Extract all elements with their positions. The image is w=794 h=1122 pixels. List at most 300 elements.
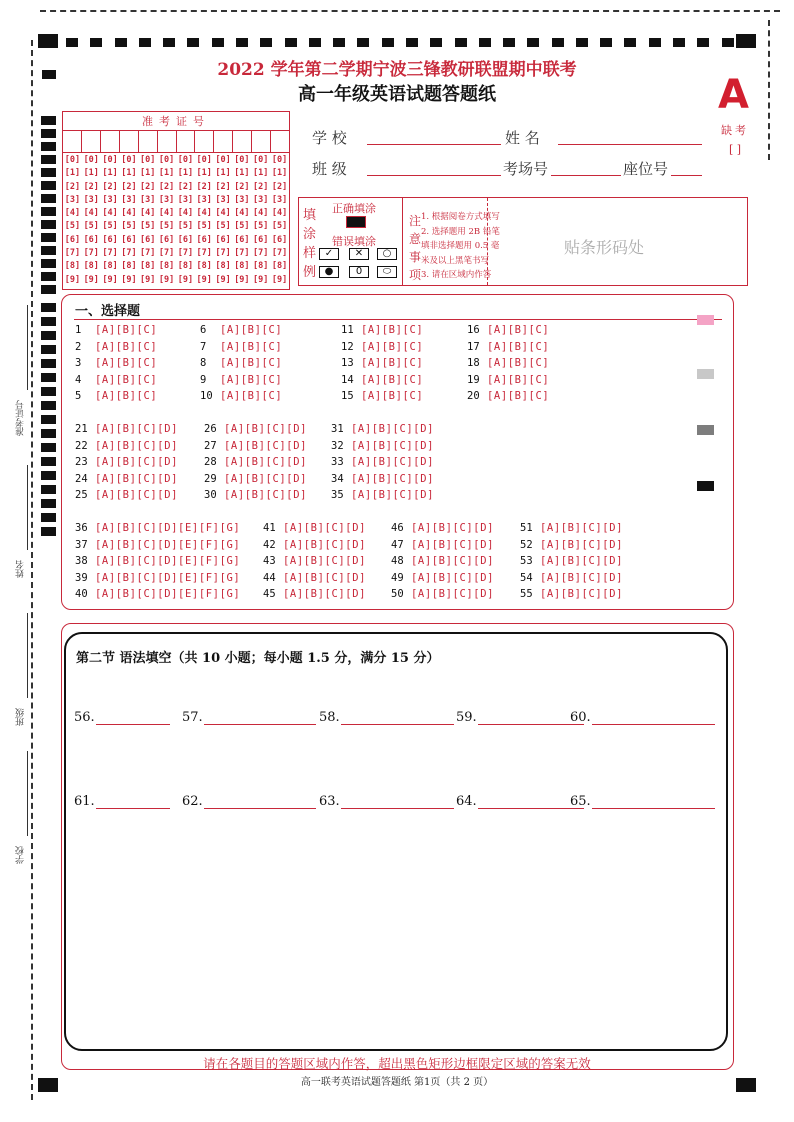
answer-options[interactable]: [A][B][C][D][E][F][G] — [95, 588, 241, 600]
answer-options[interactable]: [A][B][C][D] — [351, 439, 435, 452]
answer-options[interactable]: [A][B][C][D] — [283, 555, 367, 567]
question-item[interactable] — [263, 588, 366, 600]
answer-options[interactable]: [A][B][C][D] — [540, 522, 624, 534]
answer-area-warning: 请在各题目的答题区域内作答，超出黑色矩形边框限定区域的答案无效 — [203, 1056, 591, 1071]
answer-options[interactable]: [A][B][C][D] — [224, 456, 308, 468]
answer-options[interactable]: [A][B][C][D] — [95, 423, 179, 435]
admission-bubble[interactable]: [1] — [215, 168, 231, 179]
question-item[interactable] — [341, 341, 423, 353]
admission-bubble[interactable]: [2] — [158, 181, 175, 192]
question-item[interactable] — [75, 374, 157, 386]
admission-bubble[interactable]: [9] — [64, 274, 81, 285]
blank-line[interactable] — [478, 711, 584, 725]
admission-bubble[interactable]: [4] — [177, 208, 194, 219]
question-item[interactable] — [391, 555, 494, 567]
answer-options[interactable]: [A][B][C][D][E][F][G] — [95, 555, 241, 567]
question-item[interactable] — [75, 440, 178, 452]
blank-number: 57. — [182, 710, 203, 725]
admission-bubble[interactable]: [0] — [271, 155, 288, 165]
timing-mark — [479, 38, 491, 47]
question-item[interactable] — [341, 390, 423, 402]
grammar-blank[interactable] — [456, 710, 584, 725]
admission-bubble[interactable]: [5] — [102, 221, 118, 232]
admission-bubble[interactable]: [7] — [196, 248, 212, 259]
question-item[interactable] — [75, 539, 240, 551]
question-item[interactable] — [341, 324, 423, 336]
question-number: 29 — [204, 472, 217, 485]
question-item[interactable] — [341, 374, 423, 386]
question-item[interactable] — [331, 456, 434, 468]
admission-bubble[interactable]: [9] — [102, 274, 118, 285]
school-field[interactable] — [367, 144, 501, 145]
admission-bubble[interactable]: [9] — [253, 274, 269, 285]
answer-options[interactable]: [A][B][C][D] — [224, 472, 308, 485]
admission-bubble[interactable]: [9] — [177, 274, 194, 285]
blank-line[interactable] — [478, 795, 584, 809]
question-item[interactable] — [204, 473, 307, 485]
blank-line[interactable] — [341, 795, 454, 809]
admission-bubble[interactable]: [3] — [121, 194, 137, 205]
question-item[interactable] — [467, 357, 549, 369]
admission-bubble[interactable]: [9] — [83, 274, 99, 285]
answer-options[interactable]: [A][B][C] — [487, 390, 550, 402]
admission-bubble[interactable]: [0] — [215, 155, 231, 165]
admission-digit-box[interactable] — [101, 131, 120, 152]
admission-bubble[interactable]: [5] — [64, 221, 81, 232]
admission-bubble[interactable]: [4] — [196, 208, 212, 219]
answer-options[interactable]: [A][B][C][D] — [351, 423, 435, 435]
question-item[interactable] — [75, 357, 157, 369]
answer-options[interactable]: [A][B][C] — [95, 373, 158, 386]
admission-bubble[interactable]: [6] — [102, 234, 118, 245]
question-number: 2 — [75, 340, 82, 353]
question-item[interactable] — [520, 572, 623, 584]
question-number: 15 — [341, 390, 354, 402]
timing-mark — [163, 38, 175, 47]
answer-options[interactable]: [A][B][C][D] — [224, 439, 308, 452]
admission-bubble[interactable]: [5] — [196, 221, 212, 232]
admission-bubble[interactable]: [0] — [253, 155, 269, 165]
admission-bubble[interactable]: [5] — [271, 221, 288, 232]
answer-options[interactable]: [A][B][C][D] — [540, 571, 624, 584]
admission-bubble[interactable]: [1] — [121, 168, 137, 179]
admission-bubble[interactable]: [3] — [196, 194, 212, 205]
timing-mark — [41, 387, 56, 396]
admission-bubble[interactable]: [1] — [83, 168, 99, 179]
admission-bubble[interactable]: [6] — [253, 234, 269, 245]
question-item[interactable] — [75, 588, 240, 600]
question-item[interactable] — [331, 489, 434, 501]
answer-options[interactable]: [A][B][C][D] — [283, 571, 367, 584]
admission-bubble[interactable]: [2] — [271, 181, 288, 192]
admission-bubble[interactable]: [6] — [158, 234, 175, 245]
admission-bubble[interactable]: [3] — [102, 194, 118, 205]
answer-options[interactable]: [A][B][C] — [361, 357, 424, 369]
blank-line[interactable] — [204, 795, 316, 809]
question-item[interactable] — [204, 423, 307, 435]
admission-bubble[interactable]: [8] — [102, 261, 118, 272]
answer-options[interactable]: [A][B][C][D][E][F][G] — [95, 522, 241, 534]
admission-bubble[interactable]: [6] — [271, 234, 288, 245]
cut-line-top — [40, 10, 780, 12]
admission-bubble[interactable]: [8] — [215, 261, 231, 272]
admission-bubble[interactable]: [0] — [234, 155, 250, 165]
answer-options[interactable]: [A][B][C] — [487, 357, 550, 369]
admission-bubble[interactable]: [1] — [158, 168, 175, 179]
question-item[interactable] — [467, 390, 549, 402]
admission-bubble[interactable]: [2] — [64, 181, 81, 192]
class-field[interactable] — [367, 175, 501, 176]
question-item[interactable] — [391, 539, 494, 551]
admission-digit-box[interactable] — [177, 131, 196, 152]
admission-digit-box[interactable] — [158, 131, 177, 152]
admission-bubble[interactable]: [0] — [102, 155, 118, 165]
color-swatch — [697, 315, 714, 325]
answer-options[interactable]: [A][B][C][D] — [351, 489, 435, 501]
answer-options[interactable]: [A][B][C][D] — [411, 588, 495, 600]
question-item[interactable] — [331, 423, 434, 435]
timing-mark — [430, 38, 442, 47]
admission-bubble[interactable]: [7] — [158, 248, 175, 259]
admission-bubble[interactable]: [9] — [234, 274, 250, 285]
admission-bubble[interactable]: [7] — [234, 248, 250, 259]
question-item[interactable] — [467, 324, 549, 336]
admission-bubble[interactable]: [8] — [158, 261, 175, 272]
admission-bubble[interactable]: [4] — [158, 208, 175, 219]
question-item[interactable] — [331, 440, 434, 452]
admission-bubble[interactable]: [2] — [234, 181, 250, 192]
admission-bubble[interactable]: [5] — [253, 221, 269, 232]
admission-bubble[interactable]: [0] — [158, 155, 175, 165]
admission-bubble[interactable]: [5] — [215, 221, 231, 232]
admission-bubble[interactable]: [4] — [121, 208, 137, 219]
answer-options[interactable]: [A][B][C][D] — [411, 555, 495, 567]
admission-bubble[interactable]: [3] — [234, 194, 250, 205]
question-number: 28 — [204, 456, 217, 468]
timing-mark — [41, 194, 56, 203]
question-item[interactable] — [391, 522, 494, 534]
admission-bubble[interactable]: [5] — [121, 221, 137, 232]
admission-bubble[interactable]: [6] — [121, 234, 137, 245]
answer-options[interactable]: [A][B][C][D][E][F][G] — [95, 538, 241, 551]
answer-options[interactable]: [A][B][C] — [95, 390, 158, 402]
answer-options[interactable]: [A][B][C] — [361, 373, 424, 386]
answer-options[interactable]: [A][B][C] — [487, 340, 550, 353]
grammar-blank[interactable] — [74, 794, 170, 809]
admission-bubble[interactable]: [4] — [253, 208, 269, 219]
admission-bubble[interactable]: [7] — [102, 248, 118, 259]
blank-line[interactable] — [96, 795, 170, 809]
answer-options[interactable]: [A][B][C][D] — [540, 555, 624, 567]
admission-bubble[interactable]: [5] — [234, 221, 250, 232]
admission-bubble[interactable]: [4] — [102, 208, 118, 219]
question-item[interactable] — [520, 555, 623, 567]
question-item[interactable] — [467, 374, 549, 386]
admission-bubble[interactable]: [5] — [140, 221, 156, 232]
admission-digit-box[interactable] — [195, 131, 214, 152]
admission-bubble[interactable]: [4] — [215, 208, 231, 219]
grammar-blank[interactable] — [319, 710, 454, 725]
admission-digit-box[interactable] — [233, 131, 252, 152]
question-number: 41 — [263, 522, 276, 534]
question-item[interactable] — [75, 423, 178, 435]
answer-options[interactable]: [A][B][C][D] — [411, 522, 495, 534]
question-item[interactable] — [75, 341, 157, 353]
admission-bubble[interactable]: [2] — [177, 181, 194, 192]
question-item[interactable] — [204, 440, 307, 452]
admission-bubble[interactable]: [2] — [196, 181, 212, 192]
question-item[interactable] — [391, 588, 494, 600]
admission-bubble[interactable]: [3] — [83, 194, 99, 205]
admission-digit-box[interactable] — [63, 131, 82, 152]
answer-options[interactable]: [A][B][C] — [361, 324, 424, 336]
admission-bubble[interactable]: [3] — [215, 194, 231, 205]
timing-mark — [41, 345, 56, 354]
question-item[interactable] — [75, 324, 157, 336]
answer-options[interactable]: [A][B][C] — [487, 324, 550, 336]
question-item[interactable] — [263, 555, 366, 567]
timing-mark — [552, 38, 564, 47]
absent-checkbox[interactable]: [ ] — [728, 143, 742, 156]
answer-options[interactable]: [A][B][C] — [220, 373, 283, 386]
question-item[interactable] — [263, 539, 366, 551]
answer-options[interactable]: [A][B][C][D] — [283, 522, 367, 534]
admission-digit-box[interactable] — [252, 131, 271, 152]
question-number: 13 — [341, 357, 354, 369]
admission-bubble[interactable]: [0] — [177, 155, 194, 165]
answer-options[interactable]: [A][B][C][D] — [95, 472, 179, 485]
admission-bubble[interactable]: [3] — [158, 194, 175, 205]
blank-line[interactable] — [592, 711, 715, 725]
admission-bubble[interactable]: [6] — [196, 234, 212, 245]
admission-bubble[interactable]: [1] — [234, 168, 250, 179]
admission-bubble[interactable]: [8] — [234, 261, 250, 272]
question-number: 55 — [520, 588, 533, 600]
exam-title: 2022 学年第二学期宁波三锋教研联盟期中联考 — [217, 60, 577, 80]
admission-bubble[interactable]: [9] — [140, 274, 156, 285]
admission-bubble[interactable]: [4] — [140, 208, 156, 219]
admission-bubble[interactable]: [6] — [215, 234, 231, 245]
admission-bubble[interactable]: [7] — [83, 248, 99, 259]
answer-options[interactable]: [A][B][C][D] — [411, 571, 495, 584]
question-number: 23 — [75, 456, 88, 468]
admission-bubble[interactable]: [9] — [196, 274, 212, 285]
grammar-blank[interactable] — [182, 794, 316, 809]
answer-options[interactable]: [A][B][C][D] — [283, 538, 367, 551]
admission-bubble[interactable]: [3] — [271, 194, 288, 205]
answer-options[interactable]: [A][B][C][D] — [283, 588, 367, 600]
question-item[interactable] — [341, 357, 423, 369]
admission-bubble[interactable]: [0] — [196, 155, 212, 165]
question-item[interactable] — [331, 473, 434, 485]
admission-bubble[interactable]: [6] — [64, 234, 81, 245]
seat-field[interactable] — [671, 175, 702, 176]
answer-options[interactable]: [A][B][C] — [487, 373, 550, 386]
admission-bubble[interactable]: [8] — [64, 261, 81, 272]
question-item[interactable] — [391, 572, 494, 584]
answer-options[interactable]: [A][B][C] — [220, 324, 283, 336]
question-item[interactable] — [75, 390, 157, 402]
admission-bubble[interactable]: [2] — [140, 181, 156, 192]
admission-bubble[interactable]: [5] — [83, 221, 99, 232]
admission-digit-box[interactable] — [82, 131, 101, 152]
admission-bubble[interactable]: [4] — [271, 208, 288, 219]
admission-bubble[interactable]: [0] — [64, 155, 81, 165]
answer-options[interactable]: [A][B][C][D] — [224, 423, 308, 435]
grammar-blank[interactable] — [570, 794, 715, 809]
question-item[interactable] — [200, 390, 282, 402]
answer-options[interactable]: [A][B][C][D][E][F][G] — [95, 571, 241, 584]
admission-bubble[interactable]: [1] — [196, 168, 212, 179]
blank-line[interactable] — [96, 711, 170, 725]
barcode-area: 贴条形码处 — [564, 238, 645, 257]
admission-bubble[interactable]: [7] — [253, 248, 269, 259]
admission-bubble[interactable]: [1] — [140, 168, 156, 179]
question-item[interactable] — [200, 357, 282, 369]
admission-bubble[interactable]: [5] — [158, 221, 175, 232]
answer-options[interactable]: [A][B][C] — [220, 357, 283, 369]
question-item[interactable] — [75, 473, 178, 485]
exam-room-field[interactable] — [551, 175, 621, 176]
question-item[interactable] — [263, 572, 366, 584]
admission-bubble[interactable]: [5] — [177, 221, 194, 232]
admission-bubble[interactable]: [0] — [140, 155, 156, 165]
question-item[interactable] — [75, 555, 240, 567]
admission-bubble[interactable]: [6] — [177, 234, 194, 245]
admission-bubble[interactable]: [9] — [215, 274, 231, 285]
admission-bubble[interactable]: [4] — [234, 208, 250, 219]
answer-options[interactable]: [A][B][C] — [361, 390, 424, 402]
admission-bubble[interactable]: [8] — [177, 261, 194, 272]
grammar-blank[interactable] — [182, 710, 316, 725]
question-item[interactable] — [467, 341, 549, 353]
answer-options[interactable]: [A][B][C][D] — [351, 472, 435, 485]
admission-bubble[interactable]: [3] — [177, 194, 194, 205]
question-item[interactable] — [200, 341, 282, 353]
admission-bubble[interactable]: [7] — [64, 248, 81, 259]
admission-bubble[interactable]: [8] — [83, 261, 99, 272]
question-item[interactable] — [520, 522, 623, 534]
answer-options[interactable]: [A][B][C][D] — [540, 538, 624, 551]
admission-digit-box[interactable] — [214, 131, 233, 152]
answer-options[interactable]: [A][B][C][D] — [95, 456, 179, 468]
question-item[interactable] — [204, 489, 307, 501]
question-number: 11 — [341, 324, 354, 336]
question-item[interactable] — [200, 374, 282, 386]
admission-bubble[interactable]: [4] — [64, 208, 81, 219]
grammar-blank[interactable] — [74, 710, 170, 725]
admission-bubble[interactable]: [2] — [121, 181, 137, 192]
admission-bubble[interactable]: [9] — [271, 274, 288, 285]
question-item[interactable] — [75, 522, 240, 534]
admission-bubble[interactable]: [0] — [121, 155, 137, 165]
answer-options[interactable]: [A][B][C][D] — [411, 538, 495, 551]
answer-options[interactable]: [A][B][C] — [220, 340, 283, 353]
admission-bubble[interactable]: [1] — [253, 168, 269, 179]
answer-options[interactable]: [A][B][C] — [361, 340, 424, 353]
name-field[interactable] — [558, 144, 702, 145]
admission-bubble[interactable]: [1] — [64, 168, 81, 179]
admission-bubble[interactable]: [8] — [121, 261, 137, 272]
admission-bubble[interactable]: [8] — [140, 261, 156, 272]
admission-bubble[interactable]: [9] — [158, 274, 175, 285]
admission-digit-box[interactable] — [139, 131, 158, 152]
answer-options[interactable]: [A][B][C] — [220, 390, 283, 402]
blank-line[interactable] — [341, 711, 454, 725]
timing-mark — [41, 233, 56, 242]
corner-marker — [736, 34, 756, 48]
question-item[interactable] — [200, 324, 282, 336]
admission-bubble[interactable]: [2] — [215, 181, 231, 192]
admission-bubble[interactable]: [1] — [271, 168, 288, 179]
admission-bubble[interactable]: [2] — [83, 181, 99, 192]
admission-bubble[interactable]: [7] — [177, 248, 194, 259]
grammar-blank[interactable] — [456, 794, 584, 809]
section2-title: 第二节 语法填空（共 10 小题；每小题 1.5 分，满分 15 分） — [76, 651, 440, 666]
question-number: 8 — [200, 357, 207, 369]
question-item[interactable] — [263, 522, 366, 534]
admission-bubble[interactable]: [3] — [140, 194, 156, 205]
admission-bubble[interactable]: [9] — [121, 274, 137, 285]
question-item[interactable] — [75, 456, 178, 468]
admission-digit-box[interactable] — [271, 131, 289, 152]
admission-bubble[interactable]: [8] — [196, 261, 212, 272]
question-item[interactable] — [520, 588, 623, 600]
admission-bubble[interactable]: [6] — [140, 234, 156, 245]
admission-bubble[interactable]: [3] — [64, 194, 81, 205]
admission-bubble[interactable]: [1] — [177, 168, 194, 179]
blank-line[interactable] — [592, 795, 715, 809]
admission-bubble[interactable]: [1] — [102, 168, 118, 179]
question-item[interactable] — [75, 489, 178, 501]
admission-bubble[interactable]: [4] — [83, 208, 99, 219]
answer-options[interactable]: [A][B][C][D] — [351, 456, 435, 468]
answer-options[interactable]: [A][B][C] — [95, 340, 158, 353]
admission-bubble[interactable]: [3] — [253, 194, 269, 205]
admission-bubble[interactable]: [8] — [271, 261, 288, 272]
question-item[interactable] — [520, 539, 623, 551]
admission-bubble[interactable]: [0] — [83, 155, 99, 165]
blank-number: 59. — [456, 710, 477, 725]
admission-bubble[interactable]: [2] — [102, 181, 118, 192]
admission-bubble[interactable]: [7] — [215, 248, 231, 259]
admission-bubble[interactable]: [8] — [253, 261, 269, 272]
admission-bubble[interactable]: [6] — [83, 234, 99, 245]
grammar-blank[interactable] — [319, 794, 454, 809]
admission-bubble[interactable]: [7] — [140, 248, 156, 259]
grammar-blank[interactable] — [570, 710, 715, 725]
admission-bubble[interactable]: [7] — [271, 248, 288, 259]
timing-mark — [600, 38, 612, 47]
answer-options[interactable]: [A][B][C][D] — [95, 489, 179, 501]
admission-bubble[interactable]: [6] — [234, 234, 250, 245]
timing-mark — [455, 38, 467, 47]
timing-mark — [41, 471, 56, 480]
answer-options[interactable]: [A][B][C][D] — [540, 588, 624, 600]
admission-digit-box[interactable] — [120, 131, 139, 152]
question-number: 21 — [75, 423, 88, 435]
answer-options[interactable]: [A][B][C][D] — [224, 489, 308, 501]
answer-options[interactable]: [A][B][C][D] — [95, 439, 179, 452]
answer-options[interactable]: [A][B][C] — [95, 324, 158, 336]
admission-bubble[interactable]: [7] — [121, 248, 137, 259]
admission-bubble[interactable]: [2] — [253, 181, 269, 192]
answer-options[interactable]: [A][B][C] — [95, 357, 158, 369]
blank-line[interactable] — [204, 711, 316, 725]
question-item[interactable] — [75, 572, 240, 584]
timing-mark — [41, 207, 56, 216]
question-item[interactable] — [204, 456, 307, 468]
